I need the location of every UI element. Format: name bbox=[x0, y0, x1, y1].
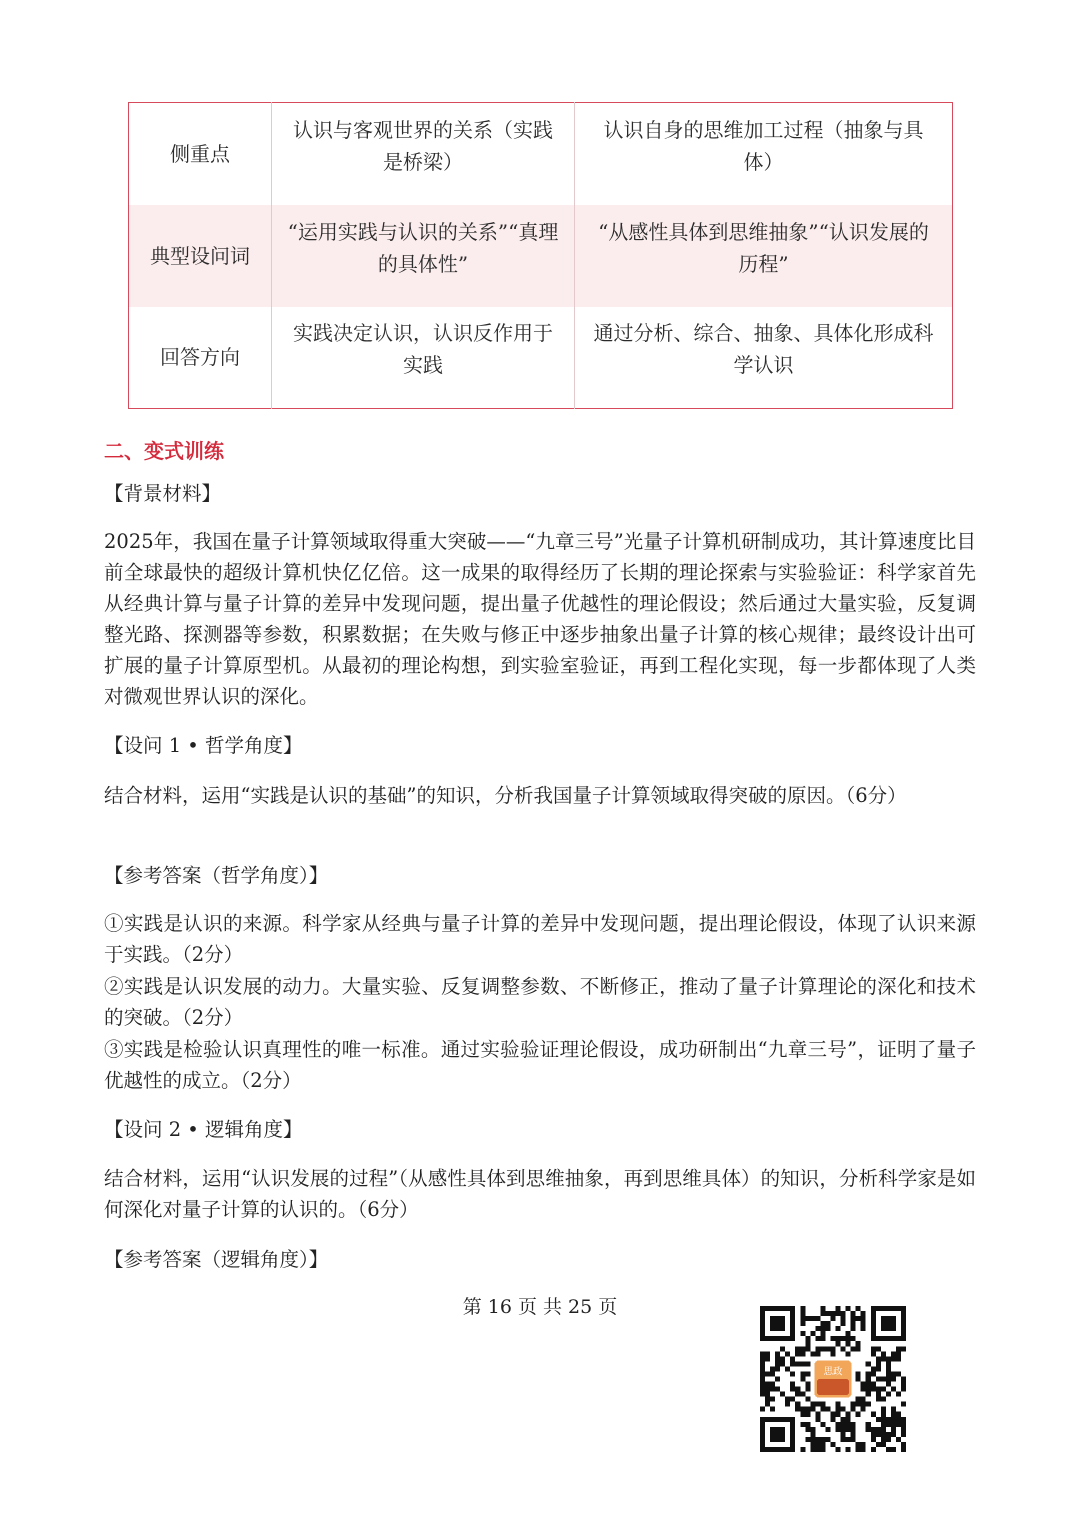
qr-code bbox=[760, 1306, 906, 1452]
question-1-label: 【设问 1 • 哲学角度】 bbox=[104, 734, 303, 757]
page-number: 第 16 页 共 25 页 bbox=[462, 1296, 618, 1318]
section-heading: 二、变式训练 bbox=[104, 439, 224, 463]
table-row-label: 侧重点 bbox=[129, 103, 272, 205]
question-2-text: 结合材料，运用“认识发展的过程”（从感性具体到思维抽象，再到思维具体）的知识，分析科学家是如何深化对量子计算的认识的。（6分） bbox=[104, 1167, 976, 1221]
table-row-label: 回答方向 bbox=[129, 307, 272, 409]
background-label: 【背景材料】 bbox=[104, 482, 222, 505]
answer-1-label: 【参考答案（哲学角度）】 bbox=[104, 864, 329, 887]
table-row-label: 典型设问词 bbox=[129, 205, 272, 307]
table-cell: 认识自身的思维加工过程（抽象与具体） bbox=[603, 117, 924, 174]
table-cell: 通过分析、综合、抽象、具体化形成科学认识 bbox=[593, 321, 934, 378]
answer-1-item: ③实践是检验认识真理性的唯一标准。通过实验验证理论假设，成功研制出“九章三号”，证明了量子优越性的成立。（2分） bbox=[104, 1038, 976, 1092]
qr-badge-text: 思政 bbox=[823, 1366, 843, 1378]
table-row bbox=[129, 103, 953, 205]
table-row bbox=[129, 307, 953, 409]
table-cell: 实践决定认识，认识反作用于实践 bbox=[272, 307, 575, 409]
table-row bbox=[129, 205, 953, 307]
answer-1-item: ②实践是认识发展的动力。大量实验、反复调整参数、不断修正，推动了量子计算理论的深化和技术的突破。（2分） bbox=[104, 975, 976, 1029]
question-2-label: 【设问 2 • 逻辑角度】 bbox=[104, 1118, 303, 1141]
table-cell: “从感性具体到思维抽象”“认识发展的历程” bbox=[575, 205, 953, 307]
answer-1-item: ①实践是认识的来源。科学家从经典与量子计算的差异中发现问题，提出理论假设，体现了认识来源于实践。（2分） bbox=[104, 912, 976, 966]
table-cell: “运用实践与认识的关系”“真理的具体性” bbox=[272, 205, 575, 307]
comparison-table bbox=[128, 102, 953, 409]
question-1-text: 结合材料，运用“实践是认识的基础”的知识，分析我国量子计算领域取得突破的原因。（6分） bbox=[104, 784, 907, 807]
background-text: 2025年，我国在量子计算领域取得重大突破——“九章三号”光量子计算机研制成功，其计算速度比目前全球最快的超级计算机快亿亿倍。这一成果的取得经历了长期的理论探索与实验验证：科学家首先从经典计算与量子计算的差异中发现问题，提出量子优越性的理论假设；然后通过大量实验，反复调整光路、探测器等参数，积累数据；在失败与修正中逐步抽象出量子计算的核心规律；最终设计出可扩展的量子计算原型机。从最初的理论构想，到实验室验证，再到工程化实现，每一步都体现了人类对微观世界认识的深化。 bbox=[104, 530, 976, 708]
answer-2-label: 【参考答案（逻辑角度）】 bbox=[104, 1248, 329, 1271]
table-cell: 认识与客观世界的关系（实践是桥梁） bbox=[272, 103, 575, 205]
